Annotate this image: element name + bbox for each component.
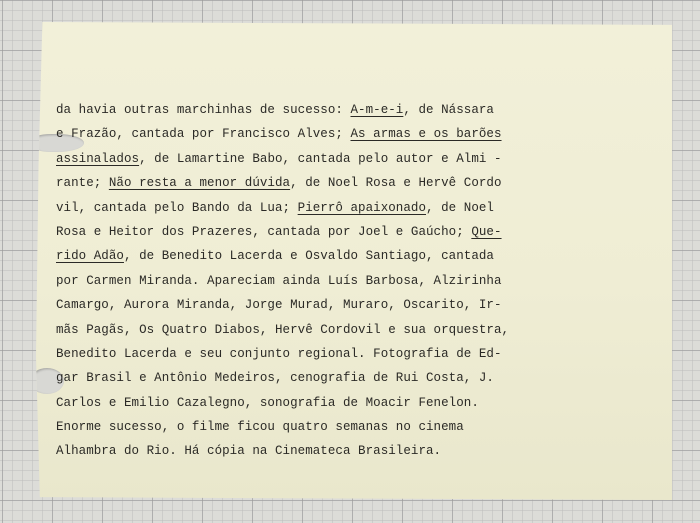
text-segment: , de Noel Rosa e Hervê Cordo <box>290 176 502 191</box>
underlined-title: rido Adão <box>56 249 124 264</box>
text-segment: , de Lamartine Babo, cantada pelo autor e Almi - <box>139 151 502 166</box>
text-segment: gar Brasil e Antônio Medeiros, cenografia de Rui Costa, J. <box>56 371 494 386</box>
text-segment: Carlos e Emilio Cazalegno, sonografia de Moacir Fenelon. <box>56 395 479 410</box>
text-segment: por Carmen Miranda. Apareciam ainda Luís Barbosa, Alzirinha <box>56 273 502 288</box>
text-line <box>56 220 666 244</box>
text-line <box>56 366 666 390</box>
text-line <box>56 318 666 342</box>
text-segment: Rosa e Heitor dos Prazeres, cantada por Joel e Gaúcho; <box>56 224 472 239</box>
text-segment: Benedito Lacerda e seu conjunto regional. Fotografia de Ed- <box>56 346 502 361</box>
text-line <box>56 415 666 439</box>
underlined-title: Pierrô apaixonado <box>297 200 427 215</box>
underlined-title: A-m-e-i <box>350 103 404 117</box>
text-line <box>56 147 666 171</box>
underlined-title: Não resta a menor dúvida <box>108 176 291 191</box>
underlined-title: assinalados <box>56 151 140 166</box>
text-segment: Alhambra do Rio. Há cópia na Cinemateca Brasileira. <box>56 444 442 459</box>
text-line <box>56 196 666 220</box>
text-segment: , de Benedito Lacerda e Osvaldo Santiago, cantada <box>123 249 494 264</box>
text-line <box>56 391 666 415</box>
text-segment: e Frazão, cantada por Francisco Alves; <box>56 127 351 142</box>
underlined-title: As armas e os barões <box>350 127 502 142</box>
text-line <box>56 122 666 146</box>
text-line <box>56 293 666 317</box>
text-segment: mãs Pagãs, Os Quatro Diabos, Hervê Cordovil e sua orquestra, <box>56 322 510 337</box>
text-segment: Enorme sucesso, o filme ficou quatro semanas no cinema <box>56 420 464 435</box>
text-segment: Camargo, Aurora Miranda, Jorge Murad, Muraro, Oscarito, Ir- <box>56 298 502 313</box>
text-segment: vil, cantada pelo Bando da Lua; <box>56 200 298 215</box>
text-line <box>56 98 666 122</box>
text-line <box>56 439 666 463</box>
text-segment: , de Noel <box>426 200 494 215</box>
text-line <box>56 244 666 268</box>
underlined-title: Que- <box>471 224 502 239</box>
text-segment: da havia outras marchinhas de sucesso: <box>56 103 351 117</box>
text-line <box>56 342 666 366</box>
text-segment: rante; <box>56 176 109 191</box>
text-segment: , de Nássara <box>403 103 494 117</box>
text-line <box>56 171 666 195</box>
text-line <box>56 269 666 293</box>
typewritten-text-block <box>56 98 666 464</box>
